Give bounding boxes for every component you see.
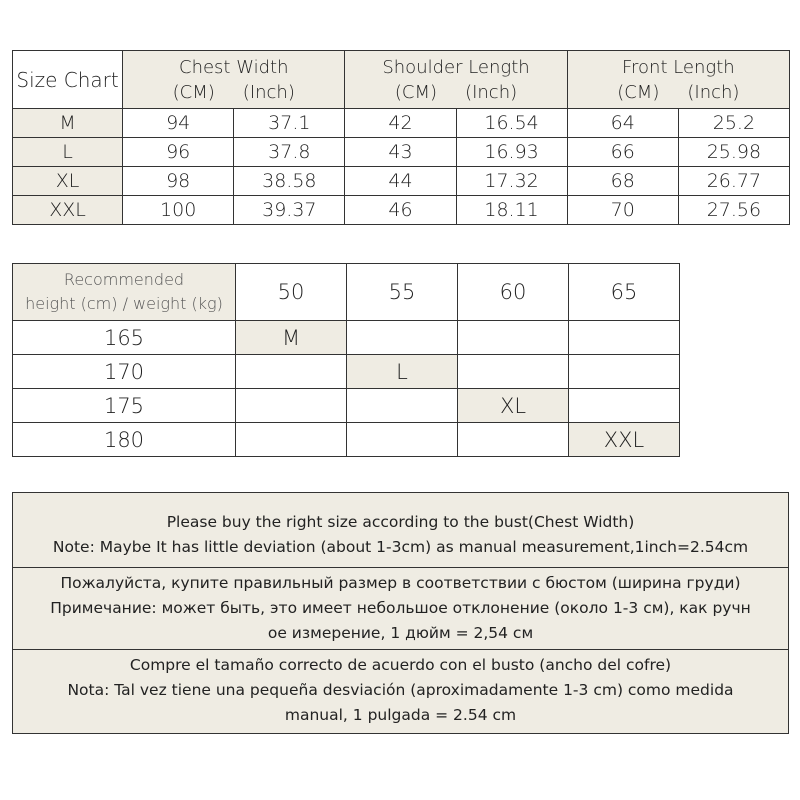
- shoulder-inch-value: 16.93: [456, 138, 567, 167]
- height-label: 180: [13, 423, 236, 457]
- chest-cm-value: 94: [123, 109, 234, 138]
- chest-inch-label: (Inch): [242, 81, 295, 103]
- front-inch-value: 27.56: [678, 196, 789, 225]
- front-cm-value: 70: [567, 196, 678, 225]
- empty-cell: [347, 423, 458, 457]
- note-russian: [13, 567, 788, 649]
- size-chart-title: Size Chart: [13, 51, 123, 109]
- front-cm-value: 68: [567, 167, 678, 196]
- empty-cell: [236, 423, 347, 457]
- note-ru-line3: ое измерение, 1 дюйм = 2,54 см: [267, 624, 534, 642]
- note-ru-line1: Пожалуйста, купите правильный размер в соответствии с бюстом (ширина груди): [60, 574, 741, 592]
- note-spanish: [13, 649, 788, 733]
- shoulder-cm-value: 42: [345, 109, 456, 138]
- chest-inch-value: 38.58: [234, 167, 345, 196]
- recommended-size-cell: XXL: [569, 423, 680, 457]
- height-label: 165: [13, 321, 236, 355]
- height-row-175: [13, 389, 680, 423]
- front-cm-label: (CM): [617, 81, 660, 103]
- front-length-label: Front Length: [621, 56, 735, 78]
- weight-header: 60: [458, 264, 569, 321]
- size-chart-table: [12, 50, 790, 225]
- height-label: 170: [13, 355, 236, 389]
- chest-width-label: Chest Width: [179, 56, 289, 78]
- note-es-line1: Compre el tamaño correcto de acuerdo con el busto (ancho del cofre): [129, 656, 672, 674]
- recommended-title-line2: height (cm) / weight (kg): [25, 294, 223, 313]
- empty-cell: [458, 423, 569, 457]
- note-english: [13, 493, 788, 567]
- shoulder-cm-value: 46: [345, 196, 456, 225]
- empty-cell: [347, 389, 458, 423]
- note-ru-line2: Примечание: может быть, это имеет небольшое отклонение (около 1-3 см), как ручн: [50, 599, 751, 617]
- front-inch-label: (Inch): [687, 81, 740, 103]
- recommended-title-line1: Recommended: [63, 270, 185, 289]
- shoulder-inch-label: (Inch): [465, 81, 518, 103]
- chest-inch-value: 37.1: [234, 109, 345, 138]
- empty-cell: [569, 321, 680, 355]
- size-row-xxl: [13, 196, 790, 225]
- empty-cell: [569, 355, 680, 389]
- height-row-165: [13, 321, 680, 355]
- recommended-size-cell: M: [236, 321, 347, 355]
- recommended-title: [13, 264, 236, 321]
- notes-panel: [12, 492, 789, 734]
- size-label: M: [13, 109, 123, 138]
- shoulder-length-label: Shoulder Length: [382, 56, 530, 78]
- empty-cell: [236, 389, 347, 423]
- height-row-170: [13, 355, 680, 389]
- recommended-size-cell: L: [347, 355, 458, 389]
- empty-cell: [458, 321, 569, 355]
- front-cm-value: 66: [567, 138, 678, 167]
- size-row-xl: [13, 167, 790, 196]
- size-label: XXL: [13, 196, 123, 225]
- front-inch-value: 25.2: [678, 109, 789, 138]
- size-row-l: [13, 138, 790, 167]
- chest-inch-value: 37.8: [234, 138, 345, 167]
- shoulder-inch-value: 16.54: [456, 109, 567, 138]
- note-es-line2: Nota: Tal vez tiene una pequeña desviación (aproximadamente 1-3 cm) como medida: [67, 681, 734, 699]
- empty-cell: [458, 355, 569, 389]
- empty-cell: [347, 321, 458, 355]
- front-inch-value: 26.77: [678, 167, 789, 196]
- size-label: L: [13, 138, 123, 167]
- size-row-m: [13, 109, 790, 138]
- shoulder-cm-value: 43: [345, 138, 456, 167]
- shoulder-inch-value: 18.11: [456, 196, 567, 225]
- height-label: 175: [13, 389, 236, 423]
- shoulder-cm-value: 44: [345, 167, 456, 196]
- shoulder-cm-label: (CM): [394, 81, 438, 103]
- empty-cell: [569, 389, 680, 423]
- note-es-line3: manual, 1 pulgada = 2.54 cm: [284, 706, 517, 724]
- weight-header: 55: [347, 264, 458, 321]
- chest-width-header: [123, 51, 345, 109]
- note-en-line1: Please buy the right size according to the bust(Chest Width): [166, 513, 635, 531]
- size-label: XL: [13, 167, 123, 196]
- empty-cell: [236, 355, 347, 389]
- front-cm-value: 64: [567, 109, 678, 138]
- chest-cm-value: 100: [123, 196, 234, 225]
- front-length-header: [567, 51, 789, 109]
- chest-cm-label: (CM): [172, 81, 215, 103]
- chest-cm-value: 96: [123, 138, 234, 167]
- shoulder-inch-value: 17.32: [456, 167, 567, 196]
- recommended-size-cell: XL: [458, 389, 569, 423]
- height-row-180: [13, 423, 680, 457]
- shoulder-length-header: [345, 51, 567, 109]
- chest-cm-value: 98: [123, 167, 234, 196]
- front-inch-value: 25.98: [678, 138, 789, 167]
- size-chart-header-row: [13, 51, 790, 109]
- weight-header: 50: [236, 264, 347, 321]
- weight-header: 65: [569, 264, 680, 321]
- recommended-size-table: [12, 263, 680, 457]
- note-en-line2: Note: Maybe It has little deviation (about 1-3cm) as manual measurement,1inch=2.54cm: [52, 538, 749, 556]
- recommended-header-row: [13, 264, 680, 321]
- chest-inch-value: 39.37: [234, 196, 345, 225]
